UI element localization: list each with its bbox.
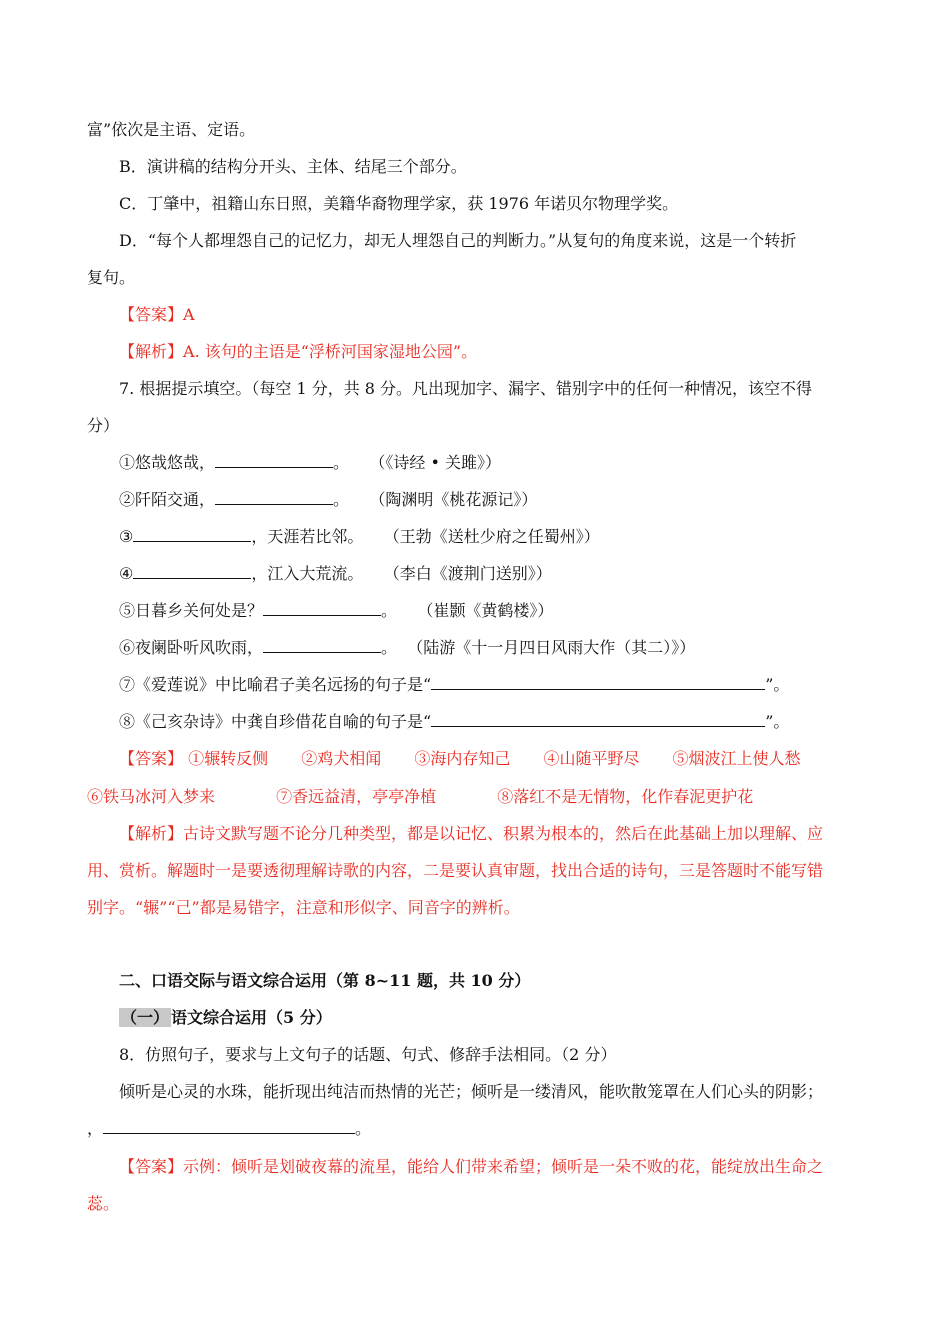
q7-stem: 7. 根据提示填空。（每空 1 分，共 8 分。凡出现加字、漏字、错别字中的任何一种情况，该空不得	[119, 379, 813, 398]
explanation-text: 古诗文默写题不论分几种类型，都是以记忆、积累为根本的，然后在此基础上加以理解、应	[183, 824, 824, 843]
q7-answer	[119, 748, 801, 770]
fill-blank[interactable]	[215, 490, 333, 505]
section-heading: 二、口语交际与语文综合运用（第 8~11 题，共 10 分）	[119, 971, 531, 990]
fill-item-prefix: ①悠哉悠哉，	[119, 453, 216, 472]
fill-item-suffix: ”。	[765, 675, 790, 694]
q6-option-b: B．演讲稿的结构分开头、主体、结尾三个部分。	[119, 157, 467, 176]
fill-item-prefix: ⑤日暮乡关何处是？	[119, 601, 264, 620]
fill-item-prefix: ②阡陌交通，	[119, 490, 216, 509]
fill-item-4	[119, 563, 552, 585]
fill-blank[interactable]	[215, 453, 333, 468]
answer-label: 【答案】	[119, 749, 184, 768]
fill-item-source: （陶渊明《桃花源记》）	[369, 490, 538, 509]
fill-item-prefix: ⑧《己亥杂诗》中龚自珍借花自喻的句子是“	[119, 712, 432, 731]
fill-item-prefix: ⑥夜阑卧听风吹雨，	[119, 638, 264, 657]
q8-answer	[119, 1156, 823, 1178]
fill-blank[interactable]	[431, 675, 765, 690]
fill-item-source: （崔颢《黄鹤楼》）	[417, 601, 554, 620]
q7-explanation-cont: 用、赏析。解题时一是要透彻理解诗歌的内容，二是要认真审题，找出合适的诗句，三是答题时不能写错	[87, 861, 824, 880]
fill-item-suffix: 。	[381, 638, 398, 657]
subsection-title: 语文综合运用（5 分）	[171, 1008, 332, 1027]
q7-stem-cont: 分）	[87, 416, 120, 435]
fill-blank[interactable]	[263, 601, 381, 616]
q7-answer-cont	[87, 786, 753, 808]
explanation-text: A. 该句的主语是“浮桥河国家湿地公园”。	[183, 342, 478, 361]
fill-item-source: （王勃《送杜少府之任蜀州》）	[383, 527, 600, 546]
subsection-number: （一）	[121, 1008, 170, 1027]
fill-item-source: （李白《渡荆门送别》）	[383, 564, 552, 583]
q8-blank-line	[87, 1118, 371, 1140]
fill-item-suffix: ，天涯若比邻。	[251, 527, 364, 546]
fill-item-8	[119, 711, 789, 733]
fill-item-1	[119, 452, 501, 474]
answer-item: ①辗转反侧	[188, 749, 269, 768]
fill-item-prefix: ③	[119, 527, 134, 546]
fill-item-suffix: 。	[333, 490, 350, 509]
fill-item-2	[119, 489, 537, 511]
answer-label: 【答案】	[119, 1157, 184, 1176]
q7-explanation	[119, 823, 823, 845]
q6-answer	[119, 304, 195, 326]
fill-blank[interactable]	[263, 638, 381, 653]
fill-blank[interactable]	[133, 527, 251, 542]
fill-item-7	[119, 674, 789, 696]
fill-item-suffix: 。	[381, 601, 398, 620]
answer-item: ⑤烟波江上使人愁	[672, 749, 801, 768]
explanation-label: 【解析】	[119, 342, 184, 361]
fill-blank[interactable]	[133, 564, 251, 579]
answer-item: ③海内存知己	[414, 749, 511, 768]
q8-sentence: 倾听是心灵的水珠，能折现出纯洁而热情的光芒；倾听是一缕清风，能吹散笼罩在人们心头的阴影；	[119, 1082, 824, 1101]
q8-stem: 8．仿照句子，要求与上文句子的话题、句式、修辞手法相同。（2 分）	[119, 1045, 617, 1064]
answer-item: ⑧落红不是无情物，化作春泥更护花	[497, 787, 754, 806]
fill-item-suffix: 。	[333, 453, 350, 472]
q7-explanation-cont: 别字。“辗”“己”都是易错字，注意和形似字、同音字的辨析。	[87, 898, 520, 917]
fill-item-suffix: ，江入大荒流。	[251, 564, 364, 583]
answer-item: ④山随平野尽	[543, 749, 640, 768]
explanation-label: 【解析】	[119, 824, 184, 843]
fill-blank[interactable]	[103, 1119, 355, 1134]
fill-blank[interactable]	[431, 712, 765, 727]
fill-item-source: （陆游《十一月四日风雨大作（其二）》）	[407, 638, 696, 657]
answer-label: 【答案】	[119, 305, 184, 324]
fill-item-prefix: ⑦《爱莲说》中比喻君子美名远扬的句子是“	[119, 675, 432, 694]
q6-option-c: C．丁肇中，祖籍山东日照，美籍华裔物理学家，获 1976 年诺贝尔物理学奖。	[119, 194, 679, 213]
q6-continuation: 富”依次是主语、定语。	[87, 120, 256, 139]
answer-item: ②鸡犬相闻	[301, 749, 382, 768]
answer-text: A	[183, 305, 195, 324]
q6-explanation	[119, 341, 477, 363]
subsection-heading	[119, 1007, 332, 1029]
fill-item-5	[119, 600, 553, 622]
q6-option-d: D．“每个人都埋怨自己的记忆力，却无人埋怨自己的判断力。”从复句的角度来说，这是一个转折	[119, 231, 797, 250]
fill-item-source: （《诗经 • 关雎》）	[369, 453, 501, 472]
answer-text: 示例：倾听是划破夜幕的流星，能给人们带来希望；倾听是一朵不败的花，能绽放出生命之	[183, 1157, 824, 1176]
fill-item-6	[119, 637, 695, 659]
answer-item: ⑦香远益清，亭亭净植	[276, 787, 437, 806]
q8-blank-suffix: 。	[355, 1119, 372, 1138]
q6-option-d-cont: 复句。	[87, 268, 136, 287]
q8-blank-prefix: ，	[87, 1119, 104, 1138]
fill-item-prefix: ④	[119, 564, 134, 583]
fill-item-3	[119, 526, 600, 548]
answer-item: ⑥铁马冰河入梦来	[87, 787, 216, 806]
q8-answer-cont: 蕊。	[87, 1194, 120, 1213]
fill-item-suffix: ”。	[765, 712, 790, 731]
